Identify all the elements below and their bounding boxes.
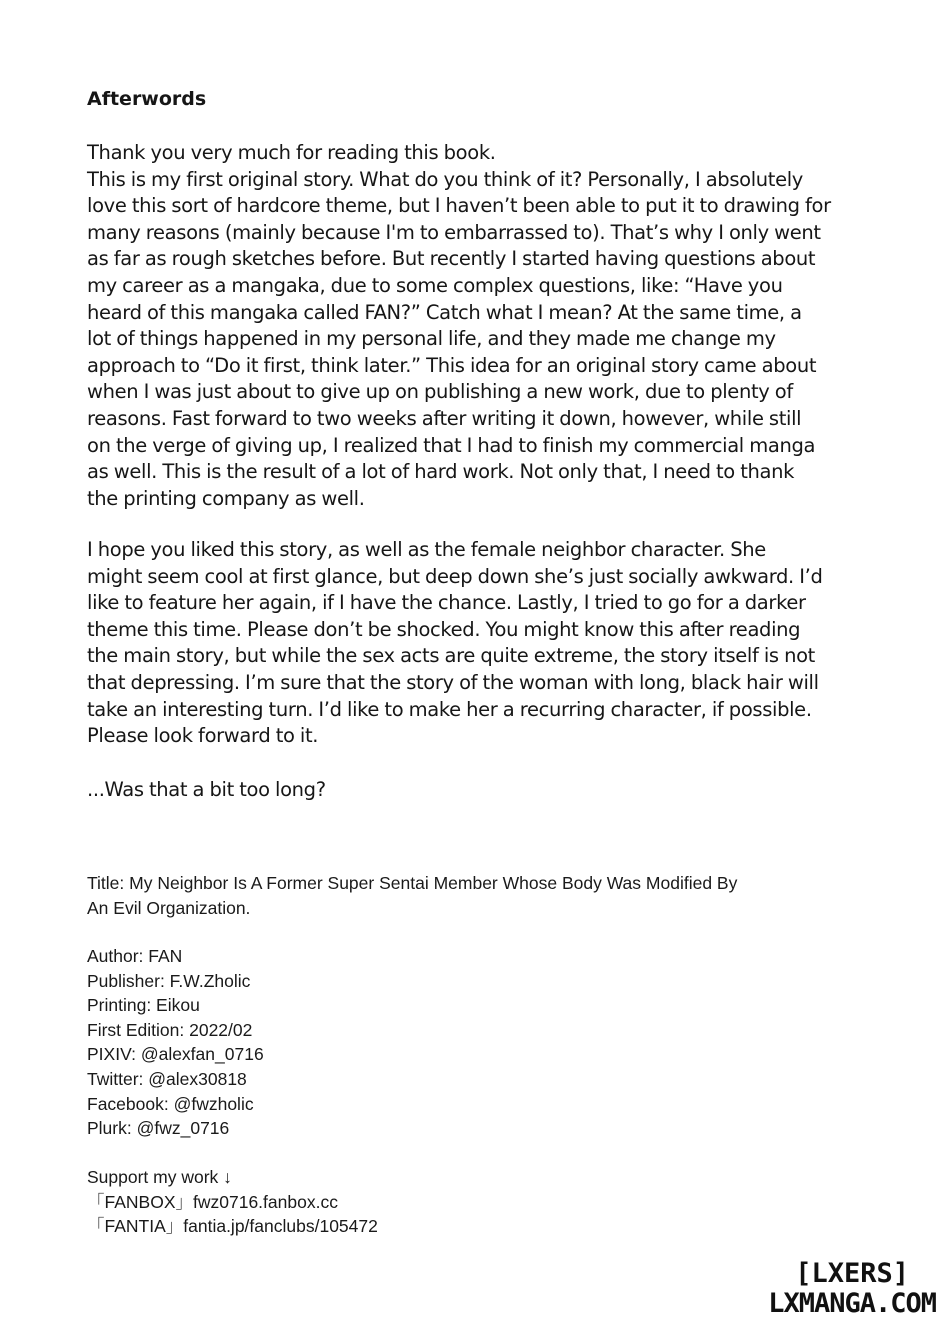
text-line: approach to “Do it first, think later.” This idea for an original story came about xyxy=(87,353,817,377)
text-line: Please look forward to it. xyxy=(87,724,319,748)
text-line: my career as a mangaka, due to some complex questions, like: “Have you xyxy=(87,273,783,297)
fantia-link: 「FANTIA」fantia.jp/fanclubs/105472 xyxy=(87,1216,378,1237)
site-watermark xyxy=(768,1259,936,1319)
text-line: as far as rough sketches before. But recently I started having questions about xyxy=(87,247,816,271)
text-line: take an interesting turn. I’d like to make her a recurring character, if possible. xyxy=(87,697,812,721)
credit-author: Author: FAN xyxy=(87,946,183,966)
text-line: like to feature her again, if I have the chance. Lastly, I tried to go for a darker xyxy=(87,591,806,615)
text-line: Thank you very much for reading this book. xyxy=(87,141,496,164)
text-line: the printing company as well. xyxy=(87,486,365,510)
text-line: reasons. Fast forward to two weeks after writing it down, however, while still xyxy=(87,406,802,430)
text-line: that depressing. I’m sure that the story of the woman with long, black hair will xyxy=(87,670,819,694)
support-section xyxy=(87,1165,378,1239)
text-line: many reasons (mainly because I'm to embarrassed to). That’s why I only went xyxy=(87,220,821,244)
credits-title-line: An Evil Organization. xyxy=(87,897,251,918)
credit-twitter: Twitter: @alex30818 xyxy=(87,1068,247,1089)
credit-pixiv: PIXIV: @alexfan_0716 xyxy=(87,1044,264,1065)
credits-info xyxy=(87,944,264,1141)
text-line: heard of this mangaka called FAN?” Catch what I mean? At the same time, a xyxy=(87,300,802,324)
watermark-site-name: LXMANGA.COM xyxy=(768,1288,936,1319)
text-line: as well. This is the result of a lot of hard work. Not only that, I need to thank xyxy=(87,460,795,484)
paragraph-neighbor xyxy=(87,537,877,750)
paragraph-thanks xyxy=(87,140,877,512)
paragraph-closing: ...Was that a bit too long? xyxy=(87,778,326,801)
text-line: This is my first original story. What do you think of it? Personally, I absolutely xyxy=(87,167,803,191)
text-line: might seem cool at first glance, but deep down she’s just socially awkward. I’d xyxy=(87,564,823,588)
credit-plurk: Plurk: @fwz_0716 xyxy=(87,1118,230,1139)
credit-publisher: Publisher: F.W.Zholic xyxy=(87,970,251,991)
text-line: when I was just about to give up on publishing a new work, due to plenty of xyxy=(87,380,793,404)
support-heading: Support my work ↓ xyxy=(87,1167,232,1187)
text-line: love this sort of hardcore theme, but I haven’t been able to put it to drawing for xyxy=(87,194,831,218)
credit-facebook: Facebook: @fwzholic xyxy=(87,1093,254,1114)
page-title: Afterwords xyxy=(87,88,207,110)
credits-title-line: Title: My Neighbor Is A Former Super Sentai Member Whose Body Was Modified By xyxy=(87,873,738,893)
text-line: the main story, but while the sex acts are quite extreme, the story itself is not xyxy=(87,644,815,668)
credit-first-edition: First Edition: 2022/02 xyxy=(87,1019,253,1040)
fanbox-link: 「FANBOX」fwz0716.fanbox.cc xyxy=(87,1191,338,1212)
text-line: on the verge of giving up, I realized that I had to finish my commercial manga xyxy=(87,433,816,457)
text-line: I hope you liked this story, as well as the female neighbor character. She xyxy=(87,538,766,561)
text-line: lot of things happened in my personal life, and they made me change my xyxy=(87,327,776,351)
text-line: theme this time. Please don’t be shocked. You might know this after reading xyxy=(87,617,801,641)
credit-printing: Printing: Eikou xyxy=(87,995,200,1016)
credits-title xyxy=(87,871,737,920)
watermark-group-name: [LXERS] xyxy=(795,1258,909,1289)
